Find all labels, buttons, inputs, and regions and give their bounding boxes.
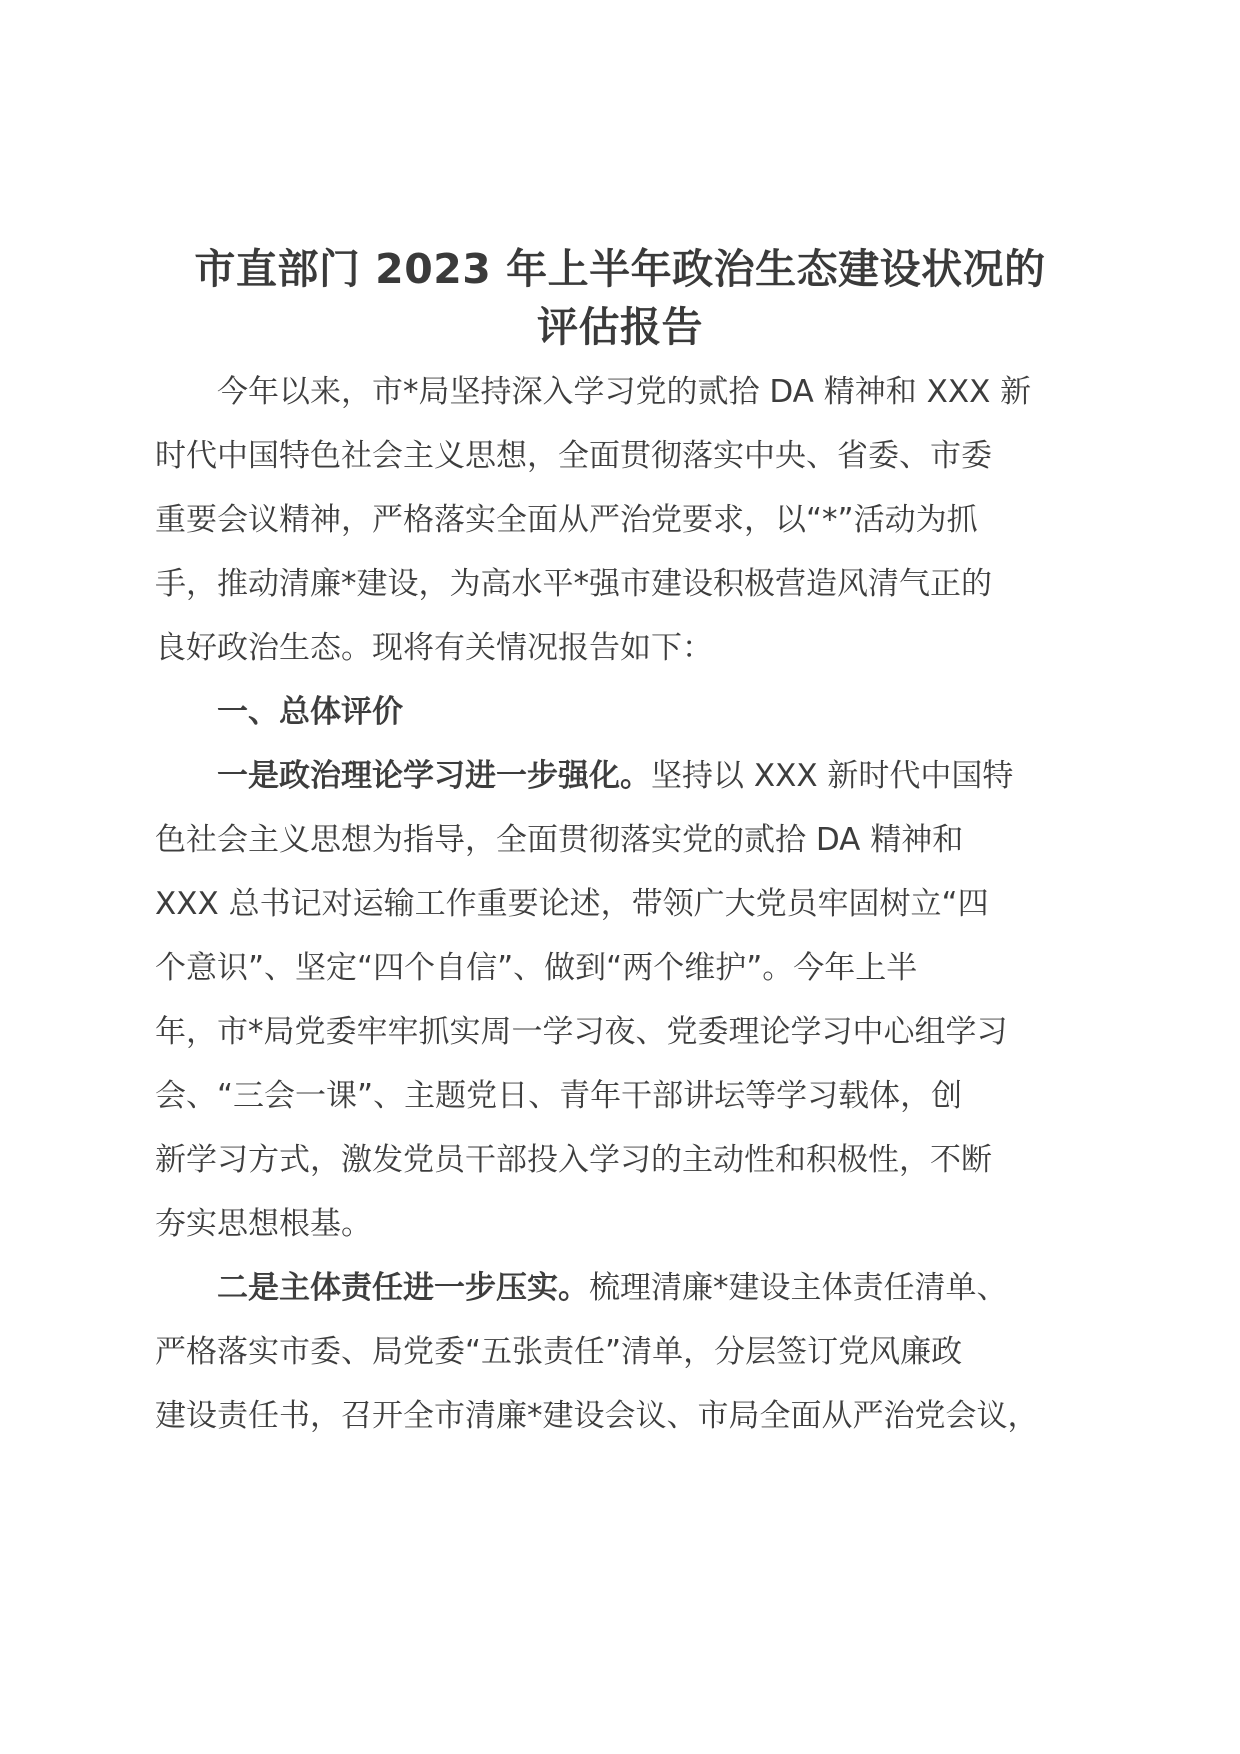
point-1-paragraph [155, 744, 1085, 1256]
document-page [155, 240, 1085, 1448]
point-1-lead: 一是政治理论学习进一步强化。 [217, 758, 651, 794]
title-line-2: 评估报告 [537, 303, 703, 351]
point-1-line: 色社会主义思想为指导，全面贯彻落实党的贰拾 DA 精神和 [155, 822, 964, 858]
document-title [155, 240, 1085, 356]
point-1-first-rest: 坚持以 XXX 新时代中国特 [651, 758, 1014, 794]
point-2-line: 严格落实市委、局党委“五张责任”清单，分层签订党风廉政 [155, 1334, 963, 1370]
point-2-first-line [155, 1256, 1085, 1320]
intro-paragraph [155, 360, 1085, 680]
intro-line: 时代中国特色社会主义思想，全面贯彻落实中央、省委、市委 [155, 438, 992, 474]
point-1-line: 夯实思想根基。 [155, 1206, 372, 1242]
title-line-1: 市直部门 2023 年上半年政治生态建设状况的 [194, 245, 1046, 293]
section-heading-overall-evaluation: 一、总体评价 [217, 694, 403, 730]
point-1-line: XXX 总书记对运输工作重要论述，带领广大党员牢固树立“四 [155, 886, 989, 922]
point-1-line: 年，市*局党委牢牢抓实周一学习夜、党委理论学习中心组学习 [155, 1014, 1008, 1050]
intro-line: 良好政治生态。现将有关情况报告如下： [155, 630, 713, 666]
point-1-line: 个意识”、坚定“四个自信”、做到“两个维护”。今年上半 [155, 950, 918, 986]
point-2-line: 建设责任书，召开全市清廉*建设会议、市局全面从严治党会议， [155, 1398, 1039, 1434]
intro-line: 手，推动清廉*建设，为高水平*强市建设积极营造风清气正的 [155, 566, 992, 602]
point-2-first-rest: 梳理清廉*建设主体责任清单、 [589, 1270, 1008, 1306]
intro-line: 重要会议精神，严格落实全面从严治党要求，以“*”活动为抓 [155, 502, 978, 538]
point-1-line: 新学习方式，激发党员干部投入学习的主动性和积极性，不断 [155, 1142, 992, 1178]
point-1-first-line [155, 744, 1085, 808]
point-2-paragraph [155, 1256, 1085, 1448]
intro-line: 今年以来，市*局坚持深入学习党的贰拾 DA 精神和 XXX 新 [217, 374, 1032, 410]
point-2-lead: 二是主体责任进一步压实。 [217, 1270, 589, 1306]
point-1-line: 会、“三会一课”、主题党日、青年干部讲坛等学习载体，创 [155, 1078, 963, 1114]
